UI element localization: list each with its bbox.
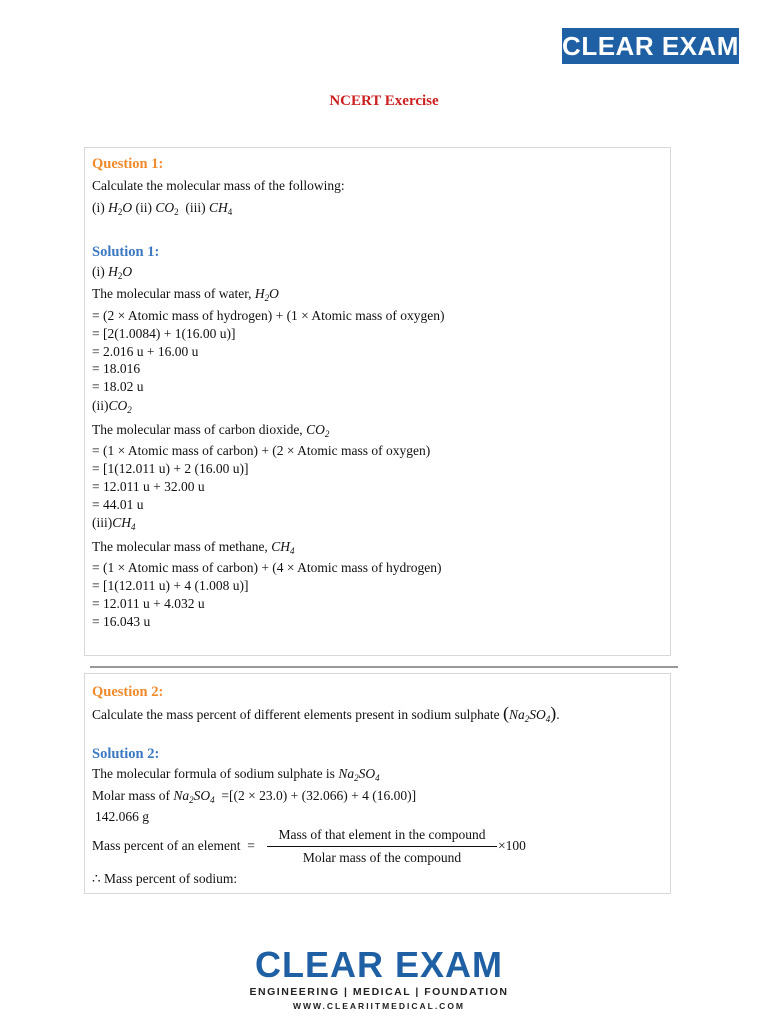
solution-1-line: = 44.01 u (92, 497, 144, 512)
solution-1-line: $(iii)CH_4$ (92, 515, 136, 532)
sodium-mass-percent-line: ∴ Mass percent of sodium: (92, 871, 238, 886)
footer-logo-name: CLEAR EXAM (254, 944, 503, 985)
footer-url: WWW.CLEARIITMEDICAL.COM (292, 1001, 466, 1011)
section-divider (90, 666, 678, 668)
solution-1-line: = 12.011 u + 4.032 u (92, 596, 205, 611)
solution-1-line: The molecular mass of methane, $CH_4$ (92, 539, 295, 556)
solution-2-molar-mass-value: 142.066 g (95, 809, 149, 824)
solution-1-line: = (2 × Atomic mass of hydrogen) + (1 × Atomic mass of oxygen) (92, 308, 445, 323)
mass-percent-label: Mass percent of an element = (92, 838, 255, 853)
solution-1-line: = 2.016 u + 16.00 u (92, 344, 199, 359)
solution-1-line: = [2(1.0084) + 1(16.00 u)] (92, 326, 236, 341)
solution-1-line: = 18.02 u (92, 379, 144, 394)
solution-1-line: The molecular mass of carbon dioxide, $CO_2$ (92, 422, 330, 439)
solution-1-line: = 18.016 (92, 361, 141, 376)
solution-1-line: = 12.011 u + 32.00 u (92, 479, 205, 494)
solution-1-line: = [1(12.011 u) + 4 (1.008 u)] (92, 578, 249, 593)
question-2-box (84, 673, 671, 894)
solution-1-line: The molecular mass of water, $H_2O$ (92, 286, 279, 303)
solution-1-line: (i) $H_2O$ (92, 264, 133, 281)
solution-1-line: = [1(12.011 u) + 2 (16.00 u)] (92, 461, 249, 476)
question-1-heading: Question 1: (92, 156, 164, 172)
page-title: NCERT Exercise (329, 93, 439, 109)
mass-percent-fraction (267, 827, 497, 866)
solution-1-heading: Solution 1: (92, 244, 160, 260)
solution-1-line: = (1 × Atomic mass of carbon) + (4 × Atomic mass of hydrogen) (92, 560, 442, 575)
solution-1-line: = (1 × Atomic mass of carbon) + (2 × Atomic mass of oxygen) (92, 443, 431, 458)
times-100: ×100 (498, 838, 526, 853)
solution-1-line: = 16.043 u (92, 614, 151, 629)
footer-tagline: ENGINEERING | MEDICAL | FOUNDATION (249, 986, 509, 998)
question-1-box (84, 147, 671, 656)
question-2-heading: Question 2: (92, 684, 164, 700)
header-logo: CLEAR EXAM (562, 28, 739, 64)
footer-logo (248, 946, 510, 1011)
question-1-text: Calculate the molecular mass of the following: (92, 178, 345, 193)
solution-2-formula-line: The molecular formula of sodium sulphate is $Na_2SO_4$ (92, 766, 380, 783)
question-1-items: (i) $H_2O$ (ii) $CO_2$ (iii) $CH_4$ (92, 200, 233, 217)
fraction-denominator: Molar mass of the compound (302, 850, 462, 865)
question-2-text: Calculate the mass percent of different elements present in sodium sulphate $(Na_2SO_4)$. (92, 703, 560, 724)
solution-1-line: $(ii)CO_2$ (92, 398, 132, 415)
solution-2-molar-mass-line: Molar mass of $Na_2SO_4 =[(2 \times 23.0) + (32.066) + 4$ (16.00)] (92, 788, 417, 805)
solution-2-heading: Solution 2: (92, 746, 160, 762)
fraction-numerator: Mass of that element in the compound (267, 827, 497, 847)
